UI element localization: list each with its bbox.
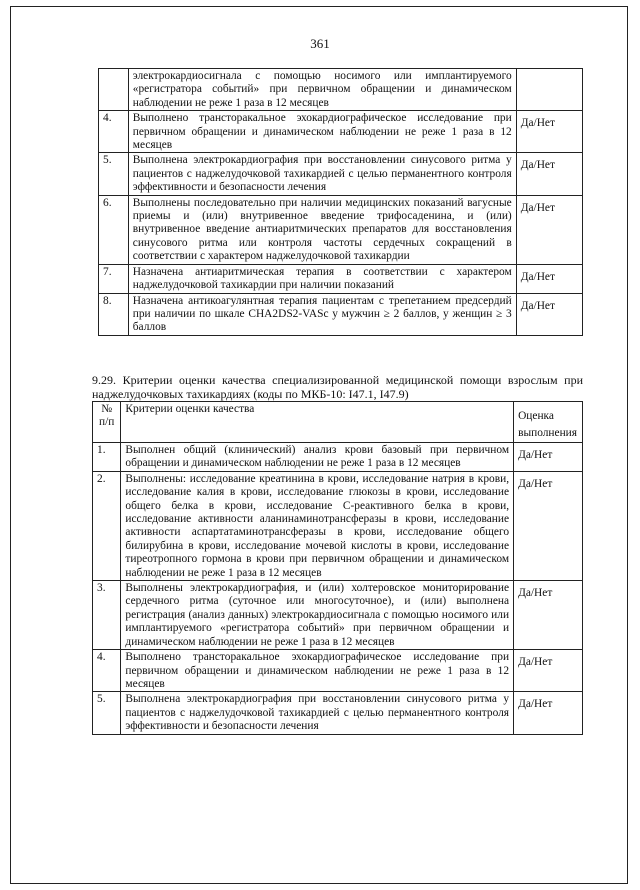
table-row: [99, 264, 583, 293]
column-header-number: № п/п: [93, 402, 121, 443]
table-row: [99, 111, 583, 153]
evaluation-cell: Да/Нет: [516, 264, 582, 293]
criterion-text: Назначена антиаритмическая терапия в соответствии с характером наджелудочковой тахикардии при наличии показаний: [128, 264, 516, 293]
row-number: 3.: [93, 581, 121, 650]
criterion-text: Выполнены электрокардиография, и (или) холтеровское мониторирование сердечного ритма (суточное или многосуточное), и (или) выполнена регистрация (анализ данных) электрокардиосигнала с помощью носимого или имплантируемого «регистратора событий» при первичном обращении и динамическом наблюдении не реже 1 раза в 12 месяцев: [121, 581, 514, 650]
evaluation-cell: Да/Нет: [514, 471, 583, 580]
evaluation-cell: Да/Нет: [516, 195, 582, 264]
table-header-row: [93, 402, 583, 443]
column-header-criteria: Критерии оценки качества: [121, 402, 514, 443]
criterion-text: Назначена антикоагулянтная терапия пациентам с трепетанием предсердий при наличии по шкале CHA2DS2-VASc у мужчин ≥ 2 баллов, у женщин ≥ 3 баллов: [128, 293, 516, 335]
evaluation-cell: Да/Нет: [516, 153, 582, 195]
evaluation-cell: Да/Нет: [514, 443, 583, 472]
row-number: [99, 69, 129, 111]
evaluation-cell: [516, 69, 582, 111]
evaluation-cell: Да/Нет: [516, 111, 582, 153]
evaluation-cell: Да/Нет: [514, 581, 583, 650]
table-row: [99, 69, 583, 111]
table-row: [93, 692, 583, 734]
criterion-text: Выполнена электрокардиография при восстановлении синусового ритма у пациентов с наджелудочковой тахикардией с целью перманентного контроля эффективности и безопасности лечения: [121, 692, 514, 734]
criterion-text: Выполнено трансторакальное эхокардиографическое исследование при первичном обращении и динамическом наблюдении не реже 1 раза в 12 месяцев: [128, 111, 516, 153]
table-row: [93, 443, 583, 472]
table-row: [93, 471, 583, 580]
table-row: [99, 195, 583, 264]
row-number: 4.: [93, 650, 121, 692]
table-row: [93, 581, 583, 650]
row-number: 4.: [99, 111, 129, 153]
row-number: 1.: [93, 443, 121, 472]
table-row: [99, 293, 583, 335]
page-number: 361: [310, 36, 330, 51]
criterion-text: Выполнен общий (клинический) анализ крови базовый при первичном обращении и динамическом наблюдении не реже 1 раза в 12 месяцев: [121, 443, 514, 472]
criterion-text: Выполнены последовательно при наличии медицинских показаний вагусные приемы и (или) внутривенное введение трифосаденина, и (или) внутривенное введение антиаритмических препаратов для восстановления синусового ритма или контроля частоты сердечных сокращений в соответствии с характером наджелудочковой тахикардии: [128, 195, 516, 264]
table-row: [99, 153, 583, 195]
row-number: 5.: [93, 692, 121, 734]
column-header-evaluation: Оценка выполнения: [514, 402, 583, 443]
evaluation-cell: Да/Нет: [516, 293, 582, 335]
row-number: 6.: [99, 195, 129, 264]
criterion-text: Выполнена электрокардиография при восстановлении синусового ритма у пациентов с наджелудочковой тахикардией с целью перманентного контроля эффективности и безопасности лечения: [128, 153, 516, 195]
evaluation-cell: Да/Нет: [514, 692, 583, 734]
row-number: 7.: [99, 264, 129, 293]
evaluation-cell: Да/Нет: [514, 650, 583, 692]
criteria-table-continued: [98, 68, 583, 336]
criterion-text: электрокардиосигнала с помощью носимого или имплантируемого «регистратора событий» при первичном обращении и динамическом наблюдении не реже 1 раза в 12 месяцев: [128, 69, 516, 111]
criterion-text: Выполнены: исследование креатинина в крови, исследование натрия в крови, исследование калия в крови, исследование глюкозы в крови, исследование общего белка в крови, исследование С-реактивного белка в крови, исследование активности аланинаминотрансферазы в крови, исследование активности аспартатаминотрансферазы в крови, исследование общего билирубина в крови, исследование мочевой кислоты в крови, исследование тиреотропного гормона в крови при первичном обращении и динамическом наблюдении не реже 1 раза в 12 месяцев: [121, 471, 514, 580]
criteria-table: [92, 401, 583, 735]
section-heading: 9.29. Критерии оценки качества специализированной медицинской помощи взрослым при наджелудочковых тахикардиях (коды по МКБ-10: I47.1, I47.9): [92, 373, 583, 401]
row-number: 8.: [99, 293, 129, 335]
table-row: [93, 650, 583, 692]
row-number: 5.: [99, 153, 129, 195]
row-number: 2.: [93, 471, 121, 580]
criterion-text: Выполнено трансторакальное эхокардиографическое исследование при первичном обращении и динамическом наблюдении не реже 1 раза в 12 месяцев: [121, 650, 514, 692]
